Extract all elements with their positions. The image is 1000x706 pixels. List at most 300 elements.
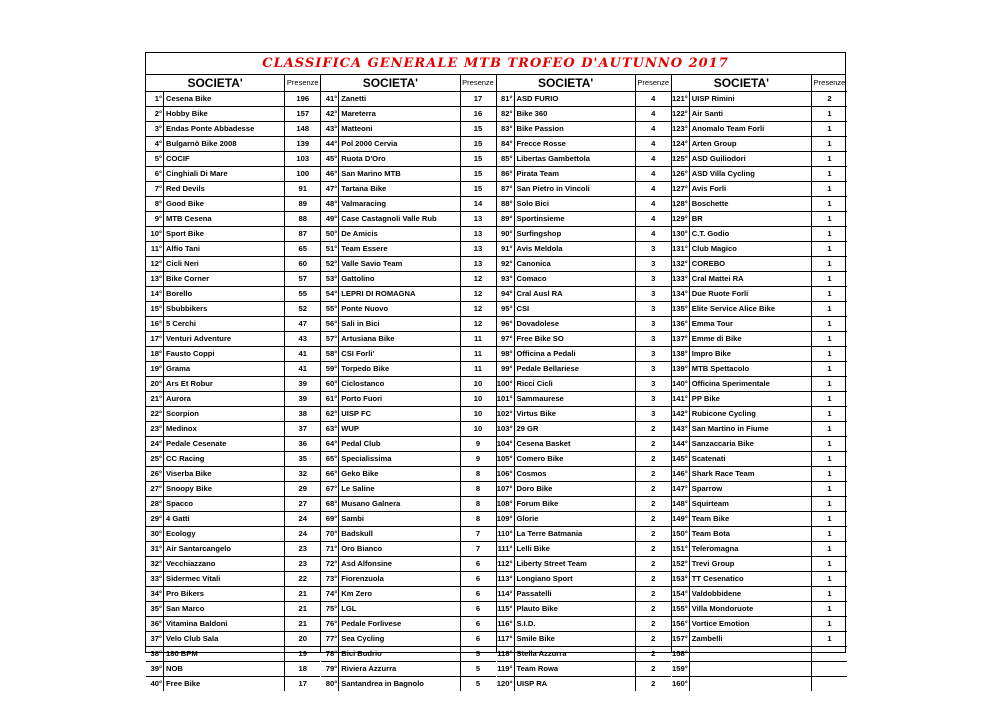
table-row: [321, 272, 495, 287]
team-name-cell: Glorie: [515, 512, 636, 526]
team-name-cell: Vitamina Baldoni: [164, 617, 285, 631]
presenze-cell: 1: [827, 604, 832, 613]
rank-cell: 8°: [146, 197, 164, 211]
team-name-cell: Bulgarnò Bike 2008: [164, 137, 285, 151]
presenze-cell: 1: [827, 454, 832, 463]
presenze-cell: 1: [827, 499, 832, 508]
table-row: [672, 647, 847, 662]
presenze-cell: 2: [651, 634, 656, 643]
team-name-cell: COCIF: [164, 152, 285, 166]
rank-cell: 118°: [497, 647, 515, 661]
team-name-cell: Air Santarcangelo: [164, 542, 285, 556]
rank-cell: 115°: [497, 602, 515, 616]
team-name-cell: Frecce Rosse: [515, 137, 636, 151]
presenze-cell: 1: [827, 514, 832, 523]
rank-cell: 139°: [672, 362, 690, 376]
team-name-cell: Fiorenzuola: [339, 572, 460, 586]
presenze-cell: 15: [473, 139, 483, 148]
table-row: [146, 302, 320, 317]
team-name-cell: UISP Rimini: [690, 92, 812, 106]
team-name-cell: Libertas Gambettola: [515, 152, 636, 166]
team-name-cell: Cesena Basket: [515, 437, 636, 451]
team-name-cell: LGL: [339, 602, 460, 616]
presenze-cell: 2: [651, 454, 656, 463]
rank-cell: 84°: [497, 137, 515, 151]
team-name-cell: San Marino MTB: [339, 167, 460, 181]
rank-cell: 81°: [497, 92, 515, 106]
table-row: [497, 587, 671, 602]
rank-cell: 18°: [146, 347, 164, 361]
presenze-cell: 1: [827, 334, 832, 343]
team-name-cell: Oro Bianco: [339, 542, 460, 556]
rank-cell: 131°: [672, 242, 690, 256]
presenze-cell: 10: [473, 379, 483, 388]
table-row: [672, 212, 847, 227]
table-row: [146, 617, 320, 632]
team-name-cell: CSI Forli': [339, 347, 460, 361]
table-row: [321, 287, 495, 302]
table-row: [672, 452, 847, 467]
table-row: [321, 137, 495, 152]
rank-cell: 11°: [146, 242, 164, 256]
presenze-cell: 2: [651, 529, 656, 538]
presenze-cell: 1: [827, 124, 832, 133]
presenze-cell: 1: [827, 424, 832, 433]
rank-cell: 60°: [321, 377, 339, 391]
team-name-cell: Specialissima: [339, 452, 460, 466]
presenze-cell: 1: [827, 109, 832, 118]
presenze-cell: 6: [475, 574, 481, 583]
rank-cell: 47°: [321, 182, 339, 196]
rank-cell: 65°: [321, 452, 339, 466]
rank-cell: 86°: [497, 167, 515, 181]
rank-cell: 4°: [146, 137, 164, 151]
rank-cell: 2°: [146, 107, 164, 121]
presenze-cell: 4: [651, 184, 656, 193]
rank-cell: 92°: [497, 257, 515, 271]
table-row: [672, 467, 847, 482]
rank-cell: 43°: [321, 122, 339, 136]
rank-cell: 28°: [146, 497, 164, 511]
presenze-cell: 21: [298, 589, 307, 598]
table-row: [672, 527, 847, 542]
table-row: [497, 257, 671, 272]
presenze-cell: 35: [298, 454, 307, 463]
team-name-cell: Ars Et Robur: [164, 377, 285, 391]
table-row: [672, 287, 847, 302]
table-row: [321, 572, 495, 587]
rank-cell: 138°: [672, 347, 690, 361]
table-row: [497, 92, 671, 107]
rank-cell: 72°: [321, 557, 339, 571]
table-row: [672, 137, 847, 152]
presenze-cell: 15: [473, 169, 483, 178]
presenze-cell: [812, 647, 847, 661]
team-name-cell: Bike Corner: [164, 272, 285, 286]
table-row: [672, 242, 847, 257]
presenze-cell: 6: [475, 589, 481, 598]
rank-cell: 135°: [672, 302, 690, 316]
table-row: [146, 257, 320, 272]
rank-cell: 130°: [672, 227, 690, 241]
rank-cell: 88°: [497, 197, 515, 211]
rank-cell: 132°: [672, 257, 690, 271]
team-name-cell: Scorpion: [164, 407, 285, 421]
presenze-cell: 2: [651, 559, 656, 568]
presenze-cell: 29: [298, 484, 307, 493]
presenze-cell: 1: [827, 589, 832, 598]
table-row: [146, 557, 320, 572]
presenze-cell: 8: [475, 514, 481, 523]
table-row: [146, 182, 320, 197]
table-row: [146, 107, 320, 122]
header-societa: SOCIETA': [672, 75, 812, 91]
rank-cell: 1°: [146, 92, 164, 106]
team-name-cell: Sbubbikers: [164, 302, 285, 316]
presenze-cell: 37: [298, 424, 307, 433]
table-row: [321, 242, 495, 257]
table-row: [146, 197, 320, 212]
presenze-cell: 8: [475, 469, 481, 478]
table-row: [146, 677, 320, 691]
presenze-cell: 4: [651, 94, 656, 103]
table-row: [672, 557, 847, 572]
rank-cell: 102°: [497, 407, 515, 421]
rank-cell: 98°: [497, 347, 515, 361]
table-row: [672, 302, 847, 317]
team-name-cell: Pedale Forlivese: [339, 617, 460, 631]
presenze-cell: 157: [296, 109, 310, 118]
team-name-cell: Ciclostanco: [339, 377, 460, 391]
rank-cell: 156°: [672, 617, 690, 631]
presenze-cell: 1: [827, 484, 832, 493]
rank-cell: 7°: [146, 182, 164, 196]
team-name-cell: Impro Bike: [690, 347, 812, 361]
table-row: [321, 317, 495, 332]
presenze-cell: 3: [651, 394, 656, 403]
table-row: [497, 662, 671, 677]
rank-cell: 57°: [321, 332, 339, 346]
presenze-cell: 11: [473, 349, 483, 358]
rank-cell: 5°: [146, 152, 164, 166]
rank-cell: 126°: [672, 167, 690, 181]
table-row: [146, 497, 320, 512]
table-row: [672, 422, 847, 437]
rank-cell: 80°: [321, 677, 339, 691]
presenze-cell: 11: [473, 334, 483, 343]
team-name-cell: Vortice Emotion: [690, 617, 812, 631]
rank-cell: 100°: [497, 377, 515, 391]
header-presenze: Presenze: [286, 78, 319, 87]
table-row: [497, 452, 671, 467]
presenze-cell: 1: [827, 199, 832, 208]
table-row: [497, 497, 671, 512]
rank-cell: 56°: [321, 317, 339, 331]
table-row: [672, 632, 847, 647]
team-name-cell: Mareterra: [339, 107, 460, 121]
table-row: [672, 437, 847, 452]
presenze-cell: 3: [651, 244, 656, 253]
table-row: [321, 497, 495, 512]
table-row: [672, 377, 847, 392]
presenze-cell: 41: [298, 349, 307, 358]
table-row: [672, 677, 847, 691]
team-name-cell: Ecology: [164, 527, 285, 541]
presenze-cell: 139: [296, 139, 310, 148]
table-row: [146, 272, 320, 287]
presenze-cell: 5: [475, 649, 481, 658]
table-row: [672, 602, 847, 617]
presenze-cell: 4: [651, 109, 656, 118]
table-row: [672, 107, 847, 122]
presenze-cell: 1: [827, 169, 832, 178]
presenze-cell: 4: [651, 214, 656, 223]
rank-cell: 26°: [146, 467, 164, 481]
team-name-cell: Geko Bike: [339, 467, 460, 481]
table-row: [497, 272, 671, 287]
table-row: [321, 437, 495, 452]
table-row: [497, 632, 671, 647]
presenze-cell: 10: [473, 394, 483, 403]
team-name-cell: UISP RA: [515, 677, 636, 691]
team-name-cell: Fausto Coppi: [164, 347, 285, 361]
rank-cell: 68°: [321, 497, 339, 511]
table-row: [146, 407, 320, 422]
team-name-cell: Santandrea in Bagnolo: [339, 677, 460, 691]
presenze-cell: 21: [298, 619, 307, 628]
standings-column: [321, 75, 496, 688]
presenze-cell: 3: [651, 364, 656, 373]
table-row: [497, 617, 671, 632]
rank-cell: 61°: [321, 392, 339, 406]
rank-cell: 143°: [672, 422, 690, 436]
presenze-cell: 1: [827, 619, 832, 628]
rank-cell: 107°: [497, 482, 515, 496]
rank-cell: 78°: [321, 647, 339, 661]
rank-cell: 40°: [146, 677, 164, 691]
rank-cell: 27°: [146, 482, 164, 496]
team-name-cell: Pedale Bellariese: [515, 362, 636, 376]
presenze-cell: 1: [827, 259, 832, 268]
presenze-cell: 21: [298, 604, 307, 613]
team-name-cell: Case Castagnoli Valle Rub: [339, 212, 460, 226]
table-row: [146, 332, 320, 347]
table-row: [497, 392, 671, 407]
table-row: [146, 227, 320, 242]
presenze-cell: 57: [298, 274, 307, 283]
table-row: [321, 617, 495, 632]
rank-cell: 33°: [146, 572, 164, 586]
presenze-cell: 18: [298, 664, 307, 673]
table-row: [321, 212, 495, 227]
presenze-cell: 13: [473, 244, 483, 253]
table-row: [146, 527, 320, 542]
presenze-cell: 100: [296, 169, 310, 178]
table-row: [146, 212, 320, 227]
team-name-cell: Elite Service Alice Bike: [690, 302, 812, 316]
rank-cell: 38°: [146, 647, 164, 661]
team-name-cell: Gattolino: [339, 272, 460, 286]
standings-column: [146, 75, 321, 688]
table-row: [672, 272, 847, 287]
team-name-cell: PP Bike: [690, 392, 812, 406]
table-row: [146, 137, 320, 152]
rank-cell: 90°: [497, 227, 515, 241]
team-name-cell: Pedal Club: [339, 437, 460, 451]
rank-cell: 32°: [146, 557, 164, 571]
team-name-cell: Arten Group: [690, 137, 812, 151]
page-title: CLASSIFICA GENERALE MTB TROFEO D'AUTUNNO 2017: [146, 53, 845, 75]
rank-cell: 151°: [672, 542, 690, 556]
presenze-cell: 15: [473, 184, 483, 193]
table-row: [146, 347, 320, 362]
presenze-cell: 6: [475, 619, 481, 628]
team-name-cell: Ruota D'Oro: [339, 152, 460, 166]
presenze-cell: 6: [475, 634, 481, 643]
team-name-cell: Velo Club Sala: [164, 632, 285, 646]
rank-cell: 39°: [146, 662, 164, 676]
table-row: [672, 197, 847, 212]
team-name-cell: Forum Bike: [515, 497, 636, 511]
team-name-cell: Cesena Bike: [164, 92, 285, 106]
table-row: [146, 287, 320, 302]
rank-cell: 140°: [672, 377, 690, 391]
presenze-cell: 9: [475, 454, 481, 463]
rank-cell: 16°: [146, 317, 164, 331]
rank-cell: 152°: [672, 557, 690, 571]
team-name-cell: Sali in Bici: [339, 317, 460, 331]
column-header: [497, 75, 671, 92]
presenze-cell: 89: [298, 199, 307, 208]
team-name-cell: ASD Guiliodori: [690, 152, 812, 166]
table-row: [146, 317, 320, 332]
presenze-cell: 24: [298, 529, 307, 538]
team-name-cell: Plauto Bike: [515, 602, 636, 616]
table-row: [672, 167, 847, 182]
presenze-cell: 2: [651, 469, 656, 478]
table-row: [497, 482, 671, 497]
presenze-cell: 1: [827, 559, 832, 568]
team-name-cell: Solo Bici: [515, 197, 636, 211]
rank-cell: 37°: [146, 632, 164, 646]
presenze-cell: 5: [475, 664, 481, 673]
table-row: [672, 512, 847, 527]
team-name-cell: Shark Race Team: [690, 467, 812, 481]
team-name-cell: Teleromagna: [690, 542, 812, 556]
team-name-cell: Snoopy Bike: [164, 482, 285, 496]
rank-cell: 74°: [321, 587, 339, 601]
presenze-cell: 3: [651, 304, 656, 313]
team-name-cell: Aurora: [164, 392, 285, 406]
header-societa: SOCIETA': [146, 75, 285, 91]
presenze-cell: 3: [651, 379, 656, 388]
team-name-cell: Bici Budrio: [339, 647, 460, 661]
team-name-cell: Team Essere: [339, 242, 460, 256]
table-row: [321, 647, 495, 662]
table-row: [672, 617, 847, 632]
team-name-cell: Vecchiazzano: [164, 557, 285, 571]
table-row: [321, 467, 495, 482]
rank-cell: 10°: [146, 227, 164, 241]
table-row: [672, 662, 847, 677]
team-name-cell: Trevi Group: [690, 557, 812, 571]
rank-cell: 59°: [321, 362, 339, 376]
rank-cell: 144°: [672, 437, 690, 451]
rank-cell: 6°: [146, 167, 164, 181]
presenze-cell: 7: [475, 529, 481, 538]
rank-cell: 125°: [672, 152, 690, 166]
presenze-cell: 9: [475, 439, 481, 448]
rank-cell: 35°: [146, 602, 164, 616]
rank-cell: 111°: [497, 542, 515, 556]
rank-cell: 85°: [497, 152, 515, 166]
team-name-cell: C.T. Godio: [690, 227, 812, 241]
presenze-cell: 23: [298, 559, 307, 568]
team-name-cell: Badskull: [339, 527, 460, 541]
team-name-cell: Cral Ausl RA: [515, 287, 636, 301]
table-row: [321, 392, 495, 407]
rank-cell: 134°: [672, 287, 690, 301]
team-name-cell: Zanetti: [339, 92, 460, 106]
presenze-cell: 24: [298, 514, 307, 523]
rank-cell: 91°: [497, 242, 515, 256]
table-row: [146, 512, 320, 527]
team-name-cell: Squirteam: [690, 497, 812, 511]
rank-cell: 95°: [497, 302, 515, 316]
presenze-cell: 2: [651, 439, 656, 448]
presenze-cell: 3: [651, 349, 656, 358]
presenze-cell: 88: [298, 214, 307, 223]
team-name-cell: Air Santi: [690, 107, 812, 121]
table-row: [146, 632, 320, 647]
rank-cell: 13°: [146, 272, 164, 286]
rank-cell: 82°: [497, 107, 515, 121]
rank-cell: 17°: [146, 332, 164, 346]
team-name-cell: Asd Alfonsine: [339, 557, 460, 571]
presenze-cell: 47: [298, 319, 307, 328]
table-row: [146, 362, 320, 377]
presenze-cell: 2: [651, 649, 656, 658]
column-header: [672, 75, 847, 92]
table-row: [497, 167, 671, 182]
rank-cell: 149°: [672, 512, 690, 526]
rank-cell: 58°: [321, 347, 339, 361]
team-name-cell: Sammaurese: [515, 392, 636, 406]
presenze-cell: 1: [827, 634, 832, 643]
rank-cell: 69°: [321, 512, 339, 526]
table-row: [672, 392, 847, 407]
rank-cell: 146°: [672, 467, 690, 481]
table-row: [497, 362, 671, 377]
standings-sheet: [145, 52, 846, 688]
rank-cell: 22°: [146, 407, 164, 421]
team-name-cell: Red Devils: [164, 182, 285, 196]
presenze-cell: 2: [651, 589, 656, 598]
presenze-cell: 12: [473, 289, 483, 298]
header-presenze: Presenze: [637, 78, 670, 87]
rank-cell: 106°: [497, 467, 515, 481]
rank-cell: 24°: [146, 437, 164, 451]
team-name-cell: Liberty Street Team: [515, 557, 636, 571]
rank-cell: 104°: [497, 437, 515, 451]
rank-cell: 46°: [321, 167, 339, 181]
team-name-cell: [690, 662, 812, 676]
rank-cell: 12°: [146, 257, 164, 271]
table-row: [321, 362, 495, 377]
team-name-cell: Bike 360: [515, 107, 636, 121]
team-name-cell: MTB Spettacolo: [690, 362, 812, 376]
table-row: [497, 542, 671, 557]
